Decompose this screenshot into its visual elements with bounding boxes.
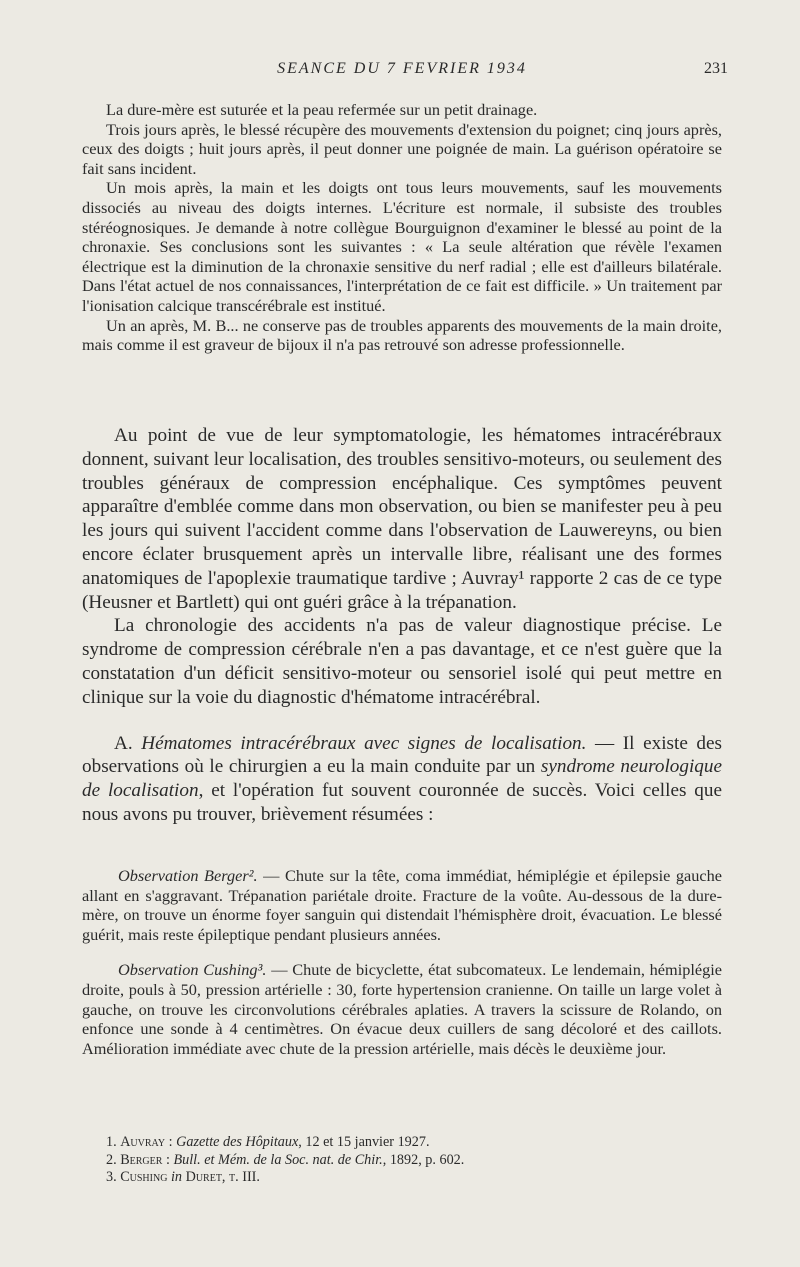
footnote [106,1169,706,1187]
main-text [82,424,722,827]
footnotes [106,1134,706,1187]
footnote-rest: , 1892, p. 602. [382,1151,465,1168]
footnote-title: Gazette des Hôpitaux [176,1134,299,1150]
footnote-title: Bull. et Mém. de la Soc. nat. de Chir. [173,1151,383,1168]
page-header [82,58,728,82]
observation-text: — Chute de bicyclette, état subcomateux. Le lendemain, hémiplégie droite, pouls à 50, pression artérielle : 30, forte hypertension cranienne. On taille un large volet à gauche, on trouve les circonvolutions cérébrales aplaties. A travers la scissure de Rolando, on enfonce une sonde à 4 centimètres. On évacue deux cuillers de sang décoloré et des caillots. Amélioration immédiate avec chute de la pression artérielle, mais décès le deuxième jour. [82,960,723,1058]
observation-cushing [82,960,722,1058]
footnote-sep: : [165,1134,177,1150]
observation-label: Observation Cushing³. [118,960,267,980]
footnote-rest: , 12 et 15 janvier 1927. [298,1134,430,1150]
paragraph-symptomatology: Au point de vue de leur symptomatologie, les hématomes intracérébraux donnent, suivant leur localisation, des troubles sensitivo-moteurs, ou seulement des troubles généraux de compression encéphalique. Ces symptômes peuvent apparaître d'emblée comme dans mon observation, ou bien se manifester peu à peu les jours qui suivent l'accident comme dans l'observation de Lauwereyns, ou bien encore éclater brusquement après un intervalle libre, réalisant une des formes anatomiques de l'apoplexie traumatique tardive ; Auvray¹ rapporte 2 cas de ce type (Heusner et Bartlett) qui ont guéri grâce à la trépanation. [82,425,722,613]
section-title: Hématomes intracérébraux avec signes de localisation. [141,732,587,754]
footnote-sep: : [162,1151,174,1168]
section-text: , et l'opération fut souvent couronnée de succès. Voici celles que nous avons pu trouver, brièvement résumées : [82,780,722,825]
footnote-author: Berger [120,1151,163,1168]
footnote-title: in [170,1169,183,1185]
section-letter: A. [114,732,133,754]
observation-label: Observation Berger². [118,866,258,885]
section-a [82,732,722,827]
footnote-number: 2. [106,1151,117,1168]
footnote-rest: Duret, t. III. [182,1169,260,1185]
observation-berger [82,866,722,944]
running-title: SEANCE DU 7 FEVRIER 1934 [277,60,527,77]
paragraph: Trois jours après, le blessé récupère des mouvements d'extension du poignet; cinq jours après, ceux des doigts ; huit jours après, il peut donner une poignée de main. La guérison opératoire se fait sans incident. [82,119,722,178]
footnote-number: 3. [106,1169,117,1185]
case-report-continuation [82,100,722,355]
footnote-author: Auvray [120,1134,166,1150]
footnote-number: 1. [106,1134,117,1150]
page-number: 231 [704,60,728,77]
observations [82,866,722,1058]
footnote [106,1134,706,1152]
footnote-author: Cushing [120,1169,168,1185]
paragraph: Un mois après, la main et les doigts ont tous leurs mouvements, sauf les mouvements dissociés au niveau des doigts internes. L'écriture est normale, il subsiste des troubles stéréognosiques. Je demande à notre collègue Bourguignon d'examiner le blessé au point de la chronaxie. Ses conclusions sont les suivantes : « La seule altération que révèle l'examen électrique est la diminution de la chronaxie sensitive du nerf radial ; elle est d'ailleurs bilatérale. Dans l'état actuel de nos connaissances, l'interprétation de ce fait est difficile. » Un traitement par l'ionisation calcique transcérébrale est institué. [82,178,722,315]
paragraph: Un an après, M. B... ne conserve pas de troubles apparents des mouvements de la main droite, mais comme il est graveur de bijoux il n'a pas retrouvé son adresse professionnelle. [82,315,722,355]
section-text: — Il existe des observations où le chirurgien a eu la main conduite par un [82,732,722,778]
paragraph-chronology: La chronologie des accidents n'a pas de valeur diagnostique précise. Le syndrome de compression cérébrale n'en a pas davantage, et ce n'est guère que la constatation d'un déficit sensitivo-moteur ou sensoriel isolé qui peut mettre en clinique sur la voie du diagnostic d'hématome intracérébral. [82,615,722,708]
footnote [106,1152,706,1170]
section-italic-term: syndrome neurologique de localisation [82,756,723,802]
observation-text: — Chute sur la tête, coma immédiat, hémiplégie et épilepsie gauche allant en s'aggravant. Trépanation pariétale droite. Fracture de la voûte. Au-dessous de la dure-mère, on trouve un énorme foyer sanguin qui distendait l'hémisphère droit, évacuation. Le blessé guérit, mais reste épileptique pendant plusieurs années. [82,866,722,944]
paragraph: La dure-mère est suturée et la peau refermée sur un petit drainage. [106,100,538,119]
